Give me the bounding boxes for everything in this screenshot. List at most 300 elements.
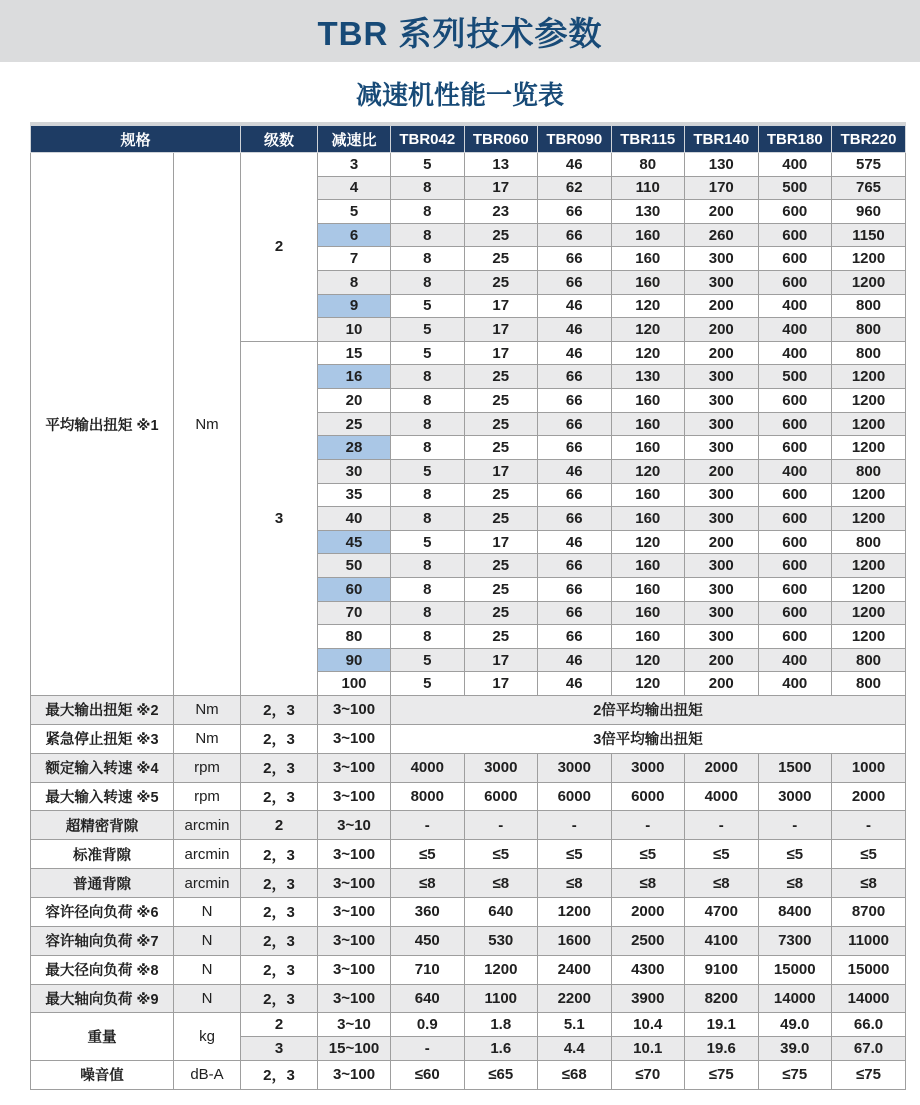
stage-cell: 2，3 [241, 1060, 318, 1089]
value-cell: 8 [391, 412, 465, 436]
spec-table [30, 125, 906, 1090]
value-cell: 2000 [832, 782, 906, 811]
ratio-cell: 60 [318, 577, 391, 601]
table-row [31, 1060, 906, 1089]
value-cell: 5 [391, 341, 465, 365]
stage-cell: 2 [241, 1013, 318, 1037]
value-cell: ≤5 [391, 840, 465, 869]
value-cell: 8700 [832, 898, 906, 927]
value-cell: 3000 [464, 753, 538, 782]
value-cell: 800 [832, 318, 906, 342]
value-cell: 4000 [391, 753, 465, 782]
value-cell: 5 [391, 530, 465, 554]
value-cell: 575 [832, 153, 906, 177]
value-cell: 300 [685, 247, 759, 271]
ratio-cell: 25 [318, 412, 391, 436]
unit-cell: arcmin [174, 840, 241, 869]
value-cell: ≤65 [464, 1060, 538, 1089]
value-cell: 1200 [832, 271, 906, 295]
stage-cell: 2，3 [241, 696, 318, 725]
value-cell: 160 [611, 483, 685, 507]
value-cell: 5.1 [538, 1013, 612, 1037]
unit-cell: rpm [174, 782, 241, 811]
value-cell: 1200 [832, 365, 906, 389]
ratio-cell: 45 [318, 530, 391, 554]
unit-cell: kg [174, 1013, 241, 1060]
value-cell: 450 [391, 926, 465, 955]
value-cell: 66 [538, 389, 612, 413]
value-cell: 800 [832, 530, 906, 554]
value-cell: 25 [464, 389, 538, 413]
value-cell: 4000 [685, 782, 759, 811]
ratio-cell: 3~100 [318, 869, 391, 898]
value-cell: 1200 [832, 389, 906, 413]
value-cell: 66 [538, 601, 612, 625]
value-cell: 300 [685, 271, 759, 295]
ratio-cell: 15 [318, 341, 391, 365]
value-cell: 600 [758, 577, 832, 601]
spec-label-average-output-torque: 平均输出扭矩 ※1 [31, 153, 174, 696]
table-row [31, 898, 906, 927]
value-cell: 5 [391, 648, 465, 672]
table-row [31, 696, 906, 725]
spec-label: 最大径向负荷 ※8 [31, 955, 174, 984]
spec-label: 容许轴向负荷 ※7 [31, 926, 174, 955]
stage-cell: 2，3 [241, 926, 318, 955]
unit-cell: N [174, 898, 241, 927]
value-cell: 120 [611, 318, 685, 342]
value-cell: 1200 [538, 898, 612, 927]
ratio-column-header: 减速比 [318, 126, 391, 153]
unit-cell: dB-A [174, 1060, 241, 1089]
value-cell: 400 [758, 672, 832, 696]
stage-cell: 2 [241, 153, 318, 342]
value-cell: 7300 [758, 926, 832, 955]
spec-label: 额定输入转速 ※4 [31, 753, 174, 782]
value-cell: 46 [538, 153, 612, 177]
value-cell: 600 [758, 389, 832, 413]
value-cell: ≤5 [611, 840, 685, 869]
spec-label-weight: 重量 [31, 1013, 174, 1060]
table-row [31, 724, 906, 753]
value-cell: 25 [464, 365, 538, 389]
ratio-cell: 9 [318, 294, 391, 318]
value-cell: 66 [538, 507, 612, 531]
ratio-cell: 3~100 [318, 984, 391, 1013]
value-cell: 8 [391, 554, 465, 578]
value-cell: 13 [464, 153, 538, 177]
stage-cell: 2，3 [241, 840, 318, 869]
ratio-cell: 5 [318, 200, 391, 224]
value-cell: 800 [832, 341, 906, 365]
merged-note-cell: 3倍平均输出扭矩 [391, 724, 906, 753]
value-cell: 300 [685, 389, 759, 413]
model-column-header: TBR180 [758, 126, 832, 153]
value-cell: 600 [758, 412, 832, 436]
page-title: TBR 系列技术参数 [317, 14, 603, 52]
value-cell: 9100 [685, 955, 759, 984]
unit-cell: arcmin [174, 811, 241, 840]
value-cell: 300 [685, 483, 759, 507]
value-cell: 160 [611, 601, 685, 625]
ratio-cell: 7 [318, 247, 391, 271]
value-cell: 120 [611, 648, 685, 672]
value-cell: 600 [758, 223, 832, 247]
value-cell: 6000 [611, 782, 685, 811]
value-cell: 1500 [758, 753, 832, 782]
stage-cell: 2，3 [241, 955, 318, 984]
value-cell: 160 [611, 554, 685, 578]
table-row [31, 1013, 906, 1037]
model-column-header: TBR115 [611, 126, 685, 153]
value-cell: 1200 [832, 436, 906, 460]
value-cell: - [464, 811, 538, 840]
value-cell: 130 [611, 365, 685, 389]
ratio-cell: 90 [318, 648, 391, 672]
unit-cell: arcmin [174, 869, 241, 898]
value-cell: 25 [464, 412, 538, 436]
value-cell: 23 [464, 200, 538, 224]
value-cell: ≤75 [685, 1060, 759, 1089]
value-cell: ≤8 [832, 869, 906, 898]
unit-cell: N [174, 955, 241, 984]
value-cell: 66 [538, 436, 612, 460]
ratio-cell: 100 [318, 672, 391, 696]
value-cell: 46 [538, 318, 612, 342]
spec-label: 最大输入转速 ※5 [31, 782, 174, 811]
value-cell: 25 [464, 271, 538, 295]
value-cell: 710 [391, 955, 465, 984]
value-cell: 600 [758, 271, 832, 295]
value-cell: 300 [685, 577, 759, 601]
value-cell: 500 [758, 176, 832, 200]
value-cell: 10.1 [611, 1037, 685, 1061]
value-cell: 600 [758, 200, 832, 224]
value-cell: 4300 [611, 955, 685, 984]
stage-cell: 2 [241, 811, 318, 840]
value-cell: 19.1 [685, 1013, 759, 1037]
value-cell: 1150 [832, 223, 906, 247]
value-cell: ≤8 [611, 869, 685, 898]
value-cell: ≤8 [685, 869, 759, 898]
value-cell: 160 [611, 436, 685, 460]
value-cell: 0.9 [391, 1013, 465, 1037]
value-cell: 120 [611, 459, 685, 483]
value-cell: 600 [758, 530, 832, 554]
value-cell: 46 [538, 459, 612, 483]
value-cell: 8200 [685, 984, 759, 1013]
ratio-cell: 3 [318, 153, 391, 177]
value-cell: 17 [464, 672, 538, 696]
value-cell: 6000 [464, 782, 538, 811]
value-cell: 1100 [464, 984, 538, 1013]
value-cell: 640 [464, 898, 538, 927]
value-cell: 1200 [832, 483, 906, 507]
spec-table-body [31, 153, 906, 1090]
table-row [31, 984, 906, 1013]
value-cell: 170 [685, 176, 759, 200]
value-cell: 200 [685, 294, 759, 318]
value-cell: 8 [391, 223, 465, 247]
value-cell: 260 [685, 223, 759, 247]
value-cell: 25 [464, 577, 538, 601]
value-cell: 8400 [758, 898, 832, 927]
value-cell: ≤5 [538, 840, 612, 869]
value-cell: 8000 [391, 782, 465, 811]
value-cell: 66 [538, 223, 612, 247]
value-cell: 17 [464, 459, 538, 483]
value-cell: 8 [391, 625, 465, 649]
value-cell: 17 [464, 530, 538, 554]
ratio-cell: 3~100 [318, 753, 391, 782]
value-cell: 3000 [538, 753, 612, 782]
value-cell: 8 [391, 601, 465, 625]
spec-table-container [30, 122, 906, 1090]
value-cell: 160 [611, 507, 685, 531]
value-cell: ≤5 [464, 840, 538, 869]
value-cell: 300 [685, 436, 759, 460]
value-cell: 400 [758, 318, 832, 342]
value-cell: 2500 [611, 926, 685, 955]
ratio-cell: 3~100 [318, 782, 391, 811]
value-cell: 8 [391, 176, 465, 200]
value-cell: 66 [538, 412, 612, 436]
table-row [31, 811, 906, 840]
value-cell: 110 [611, 176, 685, 200]
ratio-cell: 3~100 [318, 724, 391, 753]
value-cell: - [391, 811, 465, 840]
value-cell: 200 [685, 200, 759, 224]
value-cell: 25 [464, 601, 538, 625]
value-cell: 25 [464, 554, 538, 578]
value-cell: 17 [464, 294, 538, 318]
ratio-cell: 35 [318, 483, 391, 507]
spec-label-noise: 噪音值 [31, 1060, 174, 1089]
value-cell: 1.6 [464, 1037, 538, 1061]
value-cell: 25 [464, 436, 538, 460]
value-cell: ≤60 [391, 1060, 465, 1089]
spec-label: 普通背隙 [31, 869, 174, 898]
ratio-cell: 50 [318, 554, 391, 578]
spec-label: 容许径向负荷 ※6 [31, 898, 174, 927]
value-cell: 300 [685, 601, 759, 625]
ratio-cell: 3~10 [318, 811, 391, 840]
value-cell: ≤5 [685, 840, 759, 869]
value-cell: 3000 [758, 782, 832, 811]
value-cell: 66.0 [832, 1013, 906, 1037]
value-cell: 1200 [464, 955, 538, 984]
value-cell: - [758, 811, 832, 840]
value-cell: 400 [758, 648, 832, 672]
value-cell: 46 [538, 341, 612, 365]
stage-cell: 2，3 [241, 898, 318, 927]
value-cell: 3900 [611, 984, 685, 1013]
value-cell: 4100 [685, 926, 759, 955]
value-cell: 300 [685, 554, 759, 578]
value-cell: 8 [391, 365, 465, 389]
merged-note-cell: 2倍平均输出扭矩 [391, 696, 906, 725]
value-cell: 66 [538, 365, 612, 389]
table-row [31, 782, 906, 811]
model-column-header: TBR042 [391, 126, 465, 153]
value-cell: 120 [611, 672, 685, 696]
value-cell: ≤75 [832, 1060, 906, 1089]
value-cell: 8 [391, 200, 465, 224]
stage-cell: 2，3 [241, 753, 318, 782]
value-cell: 400 [758, 341, 832, 365]
value-cell: - [685, 811, 759, 840]
value-cell: 1.8 [464, 1013, 538, 1037]
value-cell: 200 [685, 459, 759, 483]
value-cell: 66 [538, 200, 612, 224]
model-column-header: TBR090 [538, 126, 612, 153]
value-cell: 8 [391, 577, 465, 601]
value-cell: 17 [464, 318, 538, 342]
ratio-cell: 6 [318, 223, 391, 247]
table-row [31, 869, 906, 898]
stage-cell: 3 [241, 1037, 318, 1061]
value-cell: 25 [464, 625, 538, 649]
value-cell: 46 [538, 672, 612, 696]
value-cell: 8 [391, 247, 465, 271]
value-cell: 160 [611, 271, 685, 295]
ratio-cell: 30 [318, 459, 391, 483]
value-cell: 200 [685, 672, 759, 696]
value-cell: 62 [538, 176, 612, 200]
value-cell: 160 [611, 223, 685, 247]
value-cell: 46 [538, 530, 612, 554]
spec-label: 最大输出扭矩 ※2 [31, 696, 174, 725]
page-header-banner [0, 0, 920, 62]
ratio-cell: 8 [318, 271, 391, 295]
value-cell: 8 [391, 389, 465, 413]
value-cell: ≤5 [832, 840, 906, 869]
value-cell: 46 [538, 648, 612, 672]
value-cell: 5 [391, 672, 465, 696]
value-cell: 17 [464, 341, 538, 365]
value-cell: 2200 [538, 984, 612, 1013]
unit-cell: N [174, 926, 241, 955]
value-cell: 46 [538, 294, 612, 318]
ratio-cell: 20 [318, 389, 391, 413]
value-cell: 500 [758, 365, 832, 389]
value-cell: 1200 [832, 412, 906, 436]
value-cell: ≤8 [464, 869, 538, 898]
ratio-cell: 3~100 [318, 840, 391, 869]
value-cell: 4.4 [538, 1037, 612, 1061]
value-cell: 300 [685, 412, 759, 436]
value-cell: 600 [758, 436, 832, 460]
value-cell: 66 [538, 625, 612, 649]
value-cell: 6000 [538, 782, 612, 811]
value-cell: 600 [758, 247, 832, 271]
stage-cell: 3 [241, 341, 318, 695]
value-cell: 800 [832, 294, 906, 318]
value-cell: 160 [611, 412, 685, 436]
model-column-header: TBR220 [832, 126, 906, 153]
spec-label: 超精密背隙 [31, 811, 174, 840]
value-cell: 200 [685, 648, 759, 672]
value-cell: 640 [391, 984, 465, 1013]
value-cell: 300 [685, 625, 759, 649]
value-cell: 2400 [538, 955, 612, 984]
spec-label: 最大轴向负荷 ※9 [31, 984, 174, 1013]
ratio-cell: 28 [318, 436, 391, 460]
value-cell: 400 [758, 294, 832, 318]
value-cell: - [611, 811, 685, 840]
value-cell: 160 [611, 389, 685, 413]
value-cell: 8 [391, 436, 465, 460]
value-cell: 1200 [832, 507, 906, 531]
value-cell: 17 [464, 176, 538, 200]
ratio-cell: 80 [318, 625, 391, 649]
value-cell: 160 [611, 247, 685, 271]
stage-column-header: 级数 [241, 126, 318, 153]
value-cell: 15000 [832, 955, 906, 984]
value-cell: 2000 [611, 898, 685, 927]
value-cell: 8 [391, 483, 465, 507]
value-cell: 600 [758, 601, 832, 625]
unit-cell: Nm [174, 724, 241, 753]
value-cell: 5 [391, 459, 465, 483]
value-cell: ≤8 [758, 869, 832, 898]
value-cell: 300 [685, 507, 759, 531]
stage-cell: 2，3 [241, 782, 318, 811]
value-cell: 8 [391, 271, 465, 295]
value-cell: 14000 [832, 984, 906, 1013]
value-cell: 5 [391, 318, 465, 342]
value-cell: 1200 [832, 625, 906, 649]
value-cell: 66 [538, 483, 612, 507]
ratio-cell: 70 [318, 601, 391, 625]
ratio-cell: 4 [318, 176, 391, 200]
value-cell: 120 [611, 294, 685, 318]
spec-label: 紧急停止扭矩 ※3 [31, 724, 174, 753]
value-cell: 25 [464, 247, 538, 271]
table-row [31, 926, 906, 955]
value-cell: 960 [832, 200, 906, 224]
ratio-cell: 15~100 [318, 1037, 391, 1061]
value-cell: 300 [685, 365, 759, 389]
stage-cell: 2，3 [241, 724, 318, 753]
value-cell: 10.4 [611, 1013, 685, 1037]
value-cell: 400 [758, 459, 832, 483]
value-cell: 3000 [611, 753, 685, 782]
ratio-cell: 3~100 [318, 898, 391, 927]
table-row [31, 753, 906, 782]
value-cell: 1200 [832, 601, 906, 625]
ratio-cell: 3~100 [318, 1060, 391, 1089]
unit-cell: rpm [174, 753, 241, 782]
value-cell: 765 [832, 176, 906, 200]
value-cell: 25 [464, 223, 538, 247]
model-column-header: TBR060 [464, 126, 538, 153]
value-cell: 1200 [832, 247, 906, 271]
value-cell: 14000 [758, 984, 832, 1013]
ratio-cell: 10 [318, 318, 391, 342]
value-cell: ≤8 [391, 869, 465, 898]
value-cell: 600 [758, 554, 832, 578]
value-cell: 67.0 [832, 1037, 906, 1061]
unit-cell: N [174, 984, 241, 1013]
value-cell: 66 [538, 271, 612, 295]
value-cell: 39.0 [758, 1037, 832, 1061]
value-cell: 200 [685, 341, 759, 365]
value-cell: 1200 [832, 577, 906, 601]
table-subtitle: 减速机性能一览表 [355, 80, 564, 110]
table-row [31, 153, 906, 177]
ratio-cell: 3~100 [318, 696, 391, 725]
